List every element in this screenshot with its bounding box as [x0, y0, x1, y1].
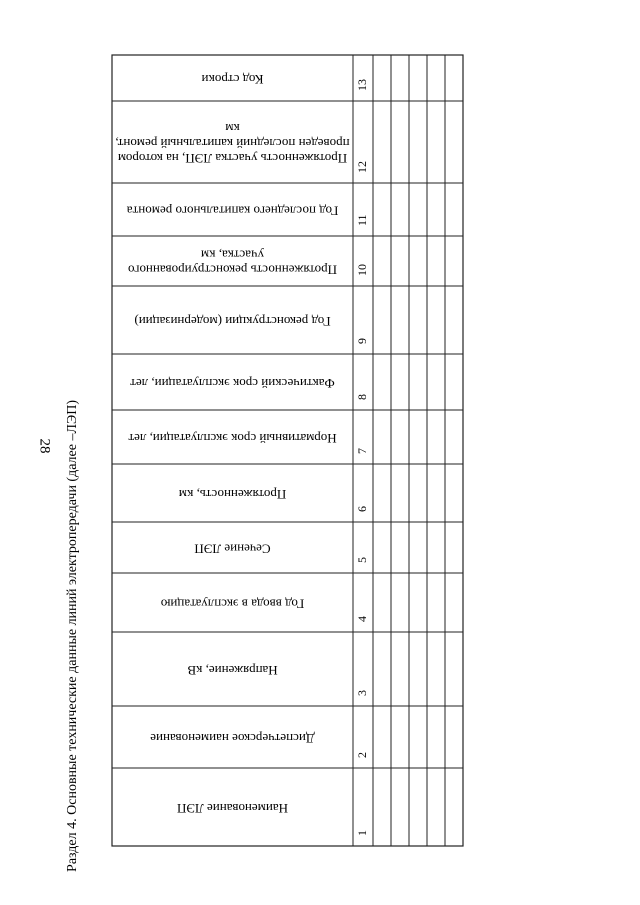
column-number-11: [355, 214, 369, 226]
column-number-1: [355, 830, 369, 836]
column-number-text: 12: [354, 161, 369, 173]
column-header-8: [130, 376, 335, 391]
column-header-10: [128, 248, 337, 278]
column-number-text: 4: [354, 616, 369, 622]
column-header-text: Напряжение, кВ: [187, 663, 278, 679]
column-number-7: [355, 448, 369, 454]
column-number-text: 6: [354, 506, 369, 512]
column-number-text: 11: [354, 214, 369, 226]
column-header-text: Протяженность, км: [178, 487, 287, 503]
column-header-text: Наименование ЛЭП: [176, 801, 289, 817]
column-header-11: [126, 204, 338, 219]
column-header-5: [194, 542, 270, 557]
page-number: 28: [36, 438, 53, 454]
technical-data-table: [112, 55, 463, 846]
column-header-12: [115, 121, 349, 166]
column-header-text: Сечение ЛЭП: [194, 541, 271, 557]
column-number-text: 9: [354, 338, 369, 344]
column-number-6: [355, 506, 369, 512]
column-number-12: [355, 161, 369, 173]
column-number-text: 1: [354, 830, 369, 836]
column-number-4: [355, 616, 369, 622]
column-number-13: [355, 79, 369, 91]
table-border: [112, 55, 463, 846]
column-number-10: [355, 264, 369, 276]
column-number-8: [355, 394, 369, 400]
column-number-text: 3: [354, 690, 369, 696]
column-header-text: Код строки: [201, 72, 264, 88]
column-header-1: [177, 801, 288, 816]
column-header-9: [134, 314, 330, 329]
column-header-13: [202, 72, 264, 87]
column-number-2: [355, 752, 369, 758]
column-header-text: Год последнего капитального ремонта: [126, 203, 339, 219]
column-header-text: Год реконструкции (модернизации): [134, 314, 331, 330]
column-header-6: [179, 487, 286, 502]
column-number-text: 2: [354, 752, 369, 758]
column-header-3: [187, 663, 278, 678]
column-number-text: 10: [354, 264, 369, 276]
column-header-7: [128, 431, 337, 446]
column-header-text: Нормативный срок эксплуатации, лет: [128, 431, 337, 447]
column-number-text: 5: [354, 557, 369, 563]
section-title: Раздел 4. Основные технические данные линий электропередачи (далее –ЛЭП): [65, 400, 81, 872]
column-number-3: [355, 690, 369, 696]
column-number-text: 8: [354, 394, 369, 400]
column-header-text: проведен последний капитальный ремонт,: [115, 136, 350, 152]
column-header-text: Диспетчерское наименование: [150, 731, 315, 747]
column-header-text: Фактический срок эксплуатации, лет: [130, 376, 335, 392]
column-header-text: участка, км: [200, 247, 265, 263]
column-number-5: [355, 557, 369, 563]
column-header-4: [160, 597, 304, 612]
column-number-text: 7: [354, 448, 369, 454]
column-header-text: Год ввода в эксплуатацию: [160, 596, 305, 612]
column-header-text: км: [225, 121, 240, 137]
column-number-9: [355, 338, 369, 344]
column-number-text: 13: [354, 79, 369, 91]
column-header-2: [150, 731, 315, 746]
column-header-text: Протяженность реконструированного: [127, 262, 338, 278]
column-header-text: Протяженность участка ЛЭП, на котором: [117, 151, 348, 167]
